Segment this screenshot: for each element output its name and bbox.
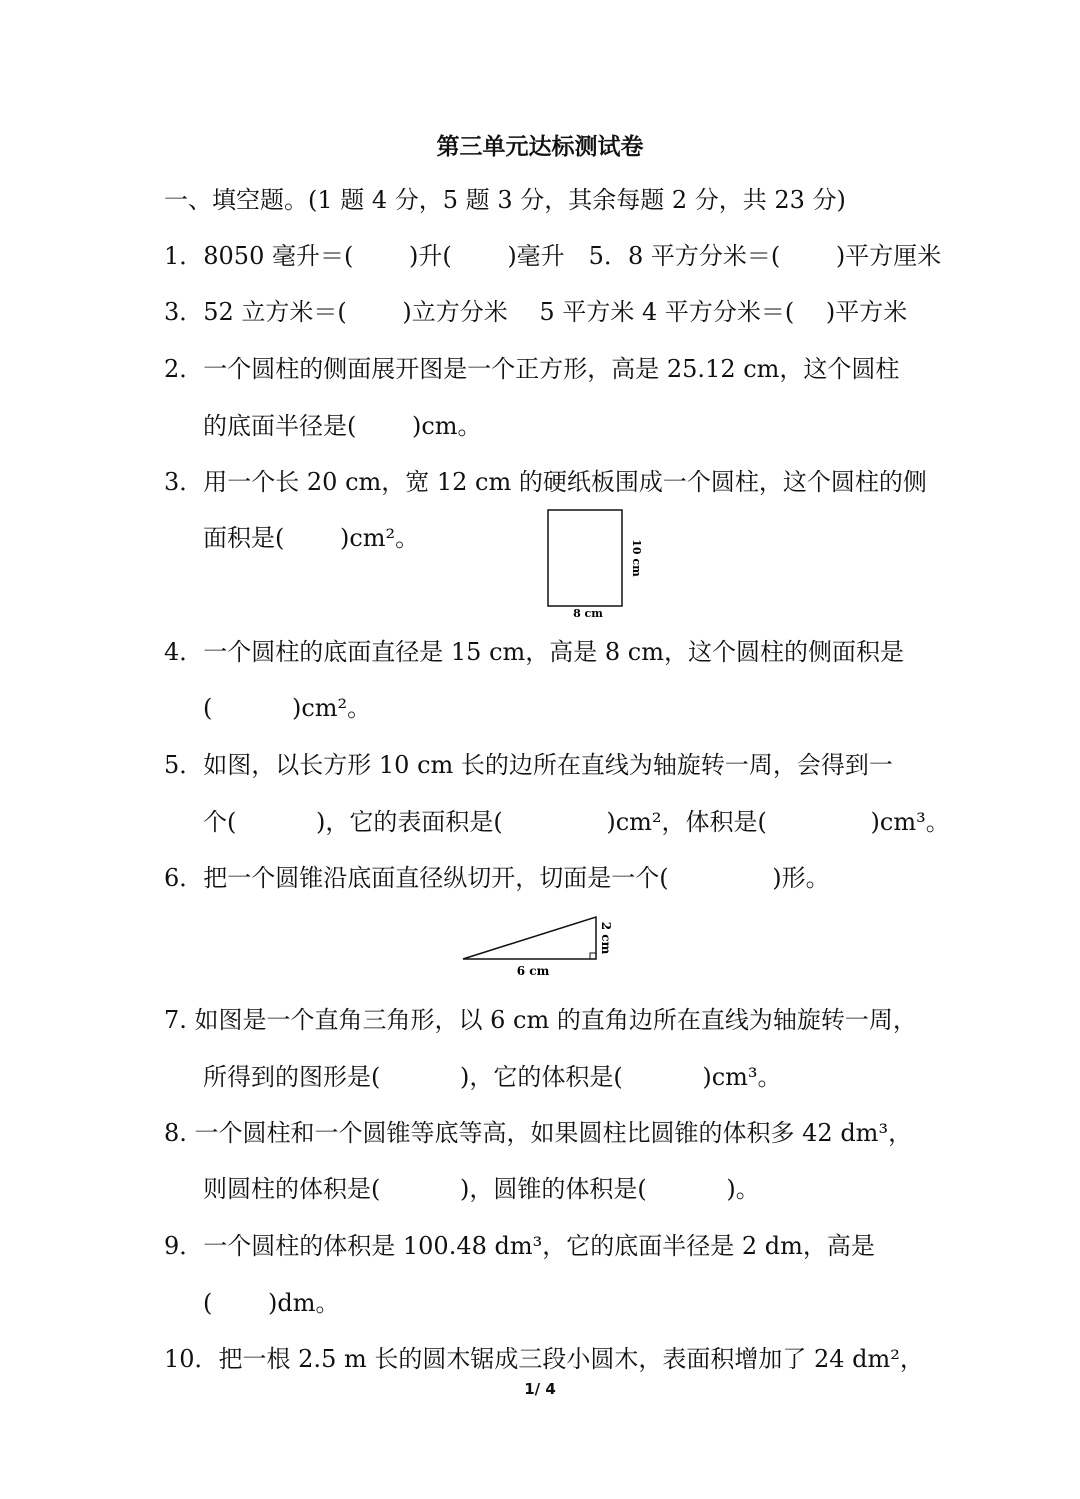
question-1-line-2: 3．52 立方米＝( )立方分米 5 平方米 4 平方分米＝( )平方米 (164, 298, 908, 326)
question-2-line-1: 2．一个圆柱的侧面展开图是一个正方形，高是 25.12 cm，这个圆柱 (164, 355, 900, 383)
page-number: 1/ 4 (524, 1380, 556, 1398)
question-5-line-1: 5．如图，以长方形 10 cm 长的边所在直线为轴旋转一周，会得到一 (164, 751, 893, 779)
triangle-shape (463, 917, 596, 959)
rectangle-height-label: 10 cm (630, 539, 643, 577)
question-3-line-2: 面积是( )cm²。 (203, 524, 420, 552)
page-title: 第三单元达标测试卷 (436, 134, 644, 160)
question-7-line-1: 7. 如图是一个直角三角形，以 6 cm 的直角边所在直线为轴旋转一周， (164, 1006, 917, 1034)
question-9-line-1: 9．一个圆柱的体积是 100.48 dm³，它的底面半径是 2 dm，高是 (164, 1232, 875, 1260)
section-heading: 一、填空题。(1 题 4 分，5 题 3 分，其余每题 2 分，共 23 分) (164, 186, 846, 214)
rectangle-figure (540, 505, 650, 625)
right-angle-mark (590, 953, 596, 959)
triangle-base-label: 6 cm (516, 964, 550, 978)
question-7-line-2: 所得到的图形是( )，它的体积是( )cm³。 (203, 1063, 782, 1091)
triangle-height-label: 2 cm (599, 921, 613, 955)
question-10-line-1: 10．把一根 2.5 m 长的圆木锯成三段小圆木，表面积增加了 24 dm²， (164, 1345, 924, 1373)
rectangle-shape (548, 510, 622, 606)
question-8-line-2: 则圆柱的体积是( )，圆锥的体积是( )。 (203, 1175, 760, 1203)
question-4-line-2: ( )cm²。 (203, 694, 372, 722)
question-9-line-2: ( )dm。 (203, 1289, 340, 1317)
rectangle-width-label: 8 cm (573, 607, 603, 620)
question-2-line-2: 的底面半径是( )cm。 (203, 412, 482, 440)
question-1-line-1: 1．8050 毫升＝( )升( )毫升 5．8 平方分米＝( )平方厘米 (164, 242, 942, 270)
question-4-line-1: 4．一个圆柱的底面直径是 15 cm，高是 8 cm，这个圆柱的侧面积是 (164, 638, 904, 666)
question-8-line-1: 8. 一个圆柱和一个圆锥等底等高，如果圆柱比圆锥的体积多 42 dm³， (164, 1119, 913, 1147)
triangle-figure (455, 910, 625, 982)
question-5-line-2: 个( )，它的表面积是( )cm²，体积是( )cm³。 (203, 808, 950, 836)
question-6-line-1: 6．把一个圆锥沿底面直径纵切开，切面是一个( )形。 (164, 864, 830, 892)
question-3-line-1: 3．用一个长 20 cm，宽 12 cm 的硬纸板围成一个圆柱，这个圆柱的侧 (164, 468, 927, 496)
